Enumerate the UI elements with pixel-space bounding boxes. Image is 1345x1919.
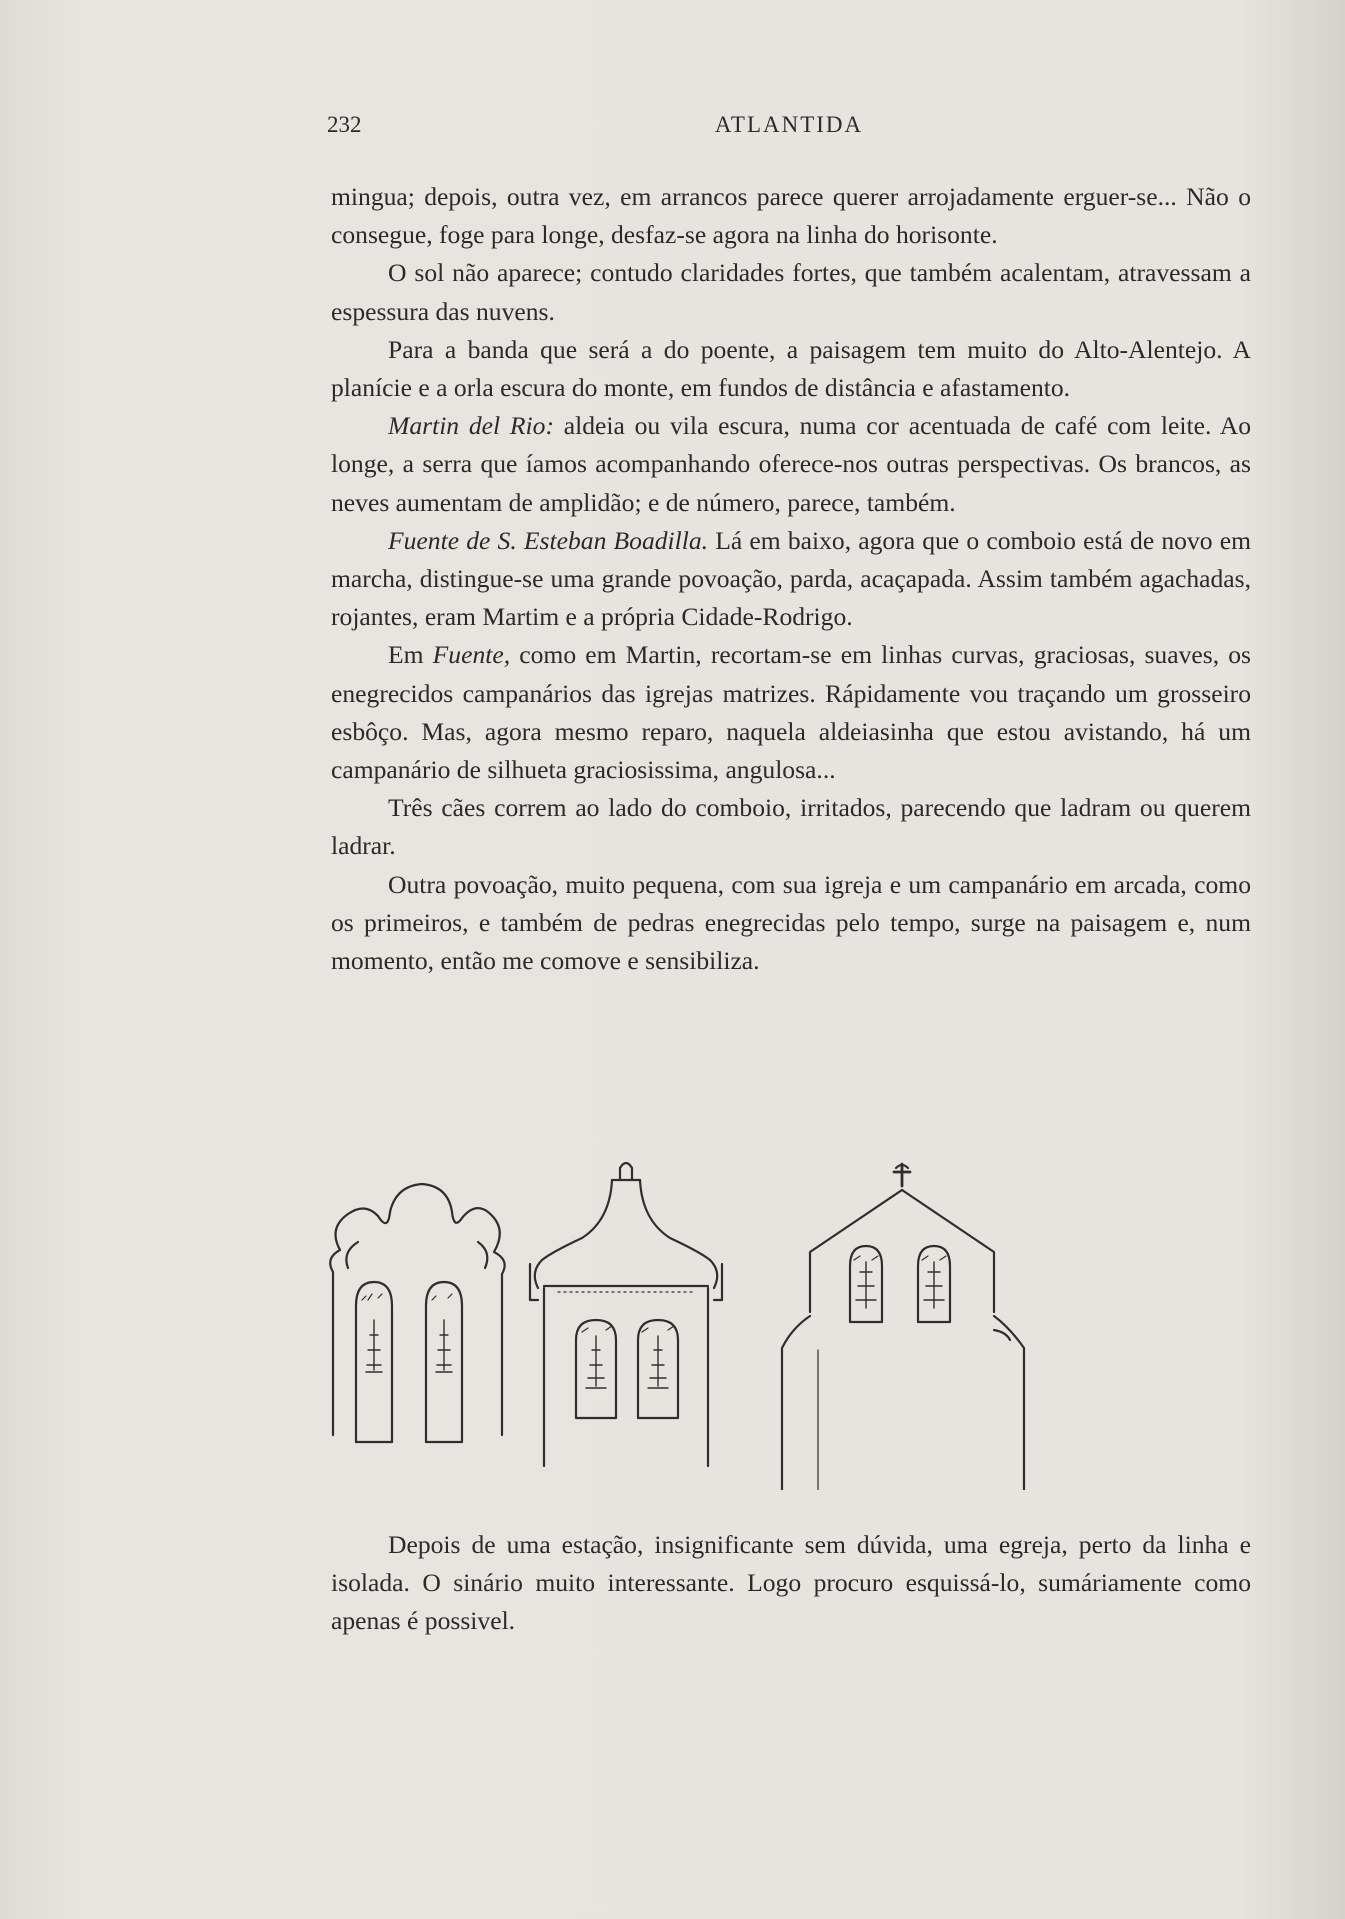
paragraph: Outra povoação, muito pequena, com sua igreja e um campanário em arcada, como os primeiros, e também de pedras enegrecidas pelo tempo, surge na paisagem e, num momento, então me comove e sensibiliza. — [331, 869, 1251, 976]
page-number: 232 — [327, 112, 362, 137]
place-name: Fuente, — [432, 640, 511, 670]
bell-tower-sketches — [320, 1160, 1270, 1490]
place-name: Fuente de S. Esteban Boadilla. — [388, 525, 709, 555]
paragraph: Martin del Rio: aldeia ou vila escura, numa cor acentuada de café com leite. Ao longe, a serra que íamos acompanhando oferece-nos outras perspectivas. Os brancos, as neves aumentam de amplidão; e de número, parece, também. — [331, 411, 1251, 517]
paragraph: mingua; depois, outra vez, em arrancos parece querer arrojadamente erguer-se... Não o consegue, foge para longe, desfaz-se agora na linha do horisonte. — [331, 182, 1251, 250]
running-head: ATLANTIDA — [714, 112, 864, 137]
belfry-sketch-curved — [330, 1184, 504, 1442]
chapel-sketch-gabled — [782, 1164, 1024, 1490]
place-name: Martin del Rio: — [388, 411, 554, 441]
paragraph: Fuente de S. Esteban Boadilla. Lá em baixo, agora que o comboio está de novo em marcha, distingue-se uma grande povoação, parda, acaçapada. Assim também agachadas, rojantes, eram Martim e a própria Cidade-Rodrigo. — [331, 525, 1251, 632]
paragraph: O sol não aparece; contudo claridades fortes, que também acalentam, atravessam a espessura das nuvens. — [331, 258, 1251, 326]
page-header — [327, 108, 1251, 148]
paragraph: Em Fuente, como em Martin, recortam-se em linhas curvas, graciosas, suaves, os enegrecidos campanários das igrejas matrizes. Rápidamente vou traçando um grosseiro esbôço. Mas, agora mesmo reparo, naquela aldeiasinha que estou avistando, há um campanário de silhueta graciosissima, angulosa... — [331, 640, 1251, 785]
paragraph: Para a banda que será a do poente, a paisagem tem muito do Alto-Alentejo. A planície e a orla escura do monte, em fundos de distância e afastamento. — [331, 334, 1251, 403]
closing-text — [331, 1526, 1251, 1641]
body-text — [331, 178, 1251, 980]
paragraph: Depois de uma estação, insignificante sem dúvida, uma egreja, perto da linha e isolada. O sinário muito interessante. Logo procuro esquissá-lo, sumáriamente como apenas é possivel. — [331, 1530, 1251, 1636]
paragraph: Três cães correm ao lado do comboio, irritados, parecendo que ladram ou querem ladrar. — [331, 793, 1251, 861]
belfry-sketch-pediment — [530, 1163, 722, 1466]
